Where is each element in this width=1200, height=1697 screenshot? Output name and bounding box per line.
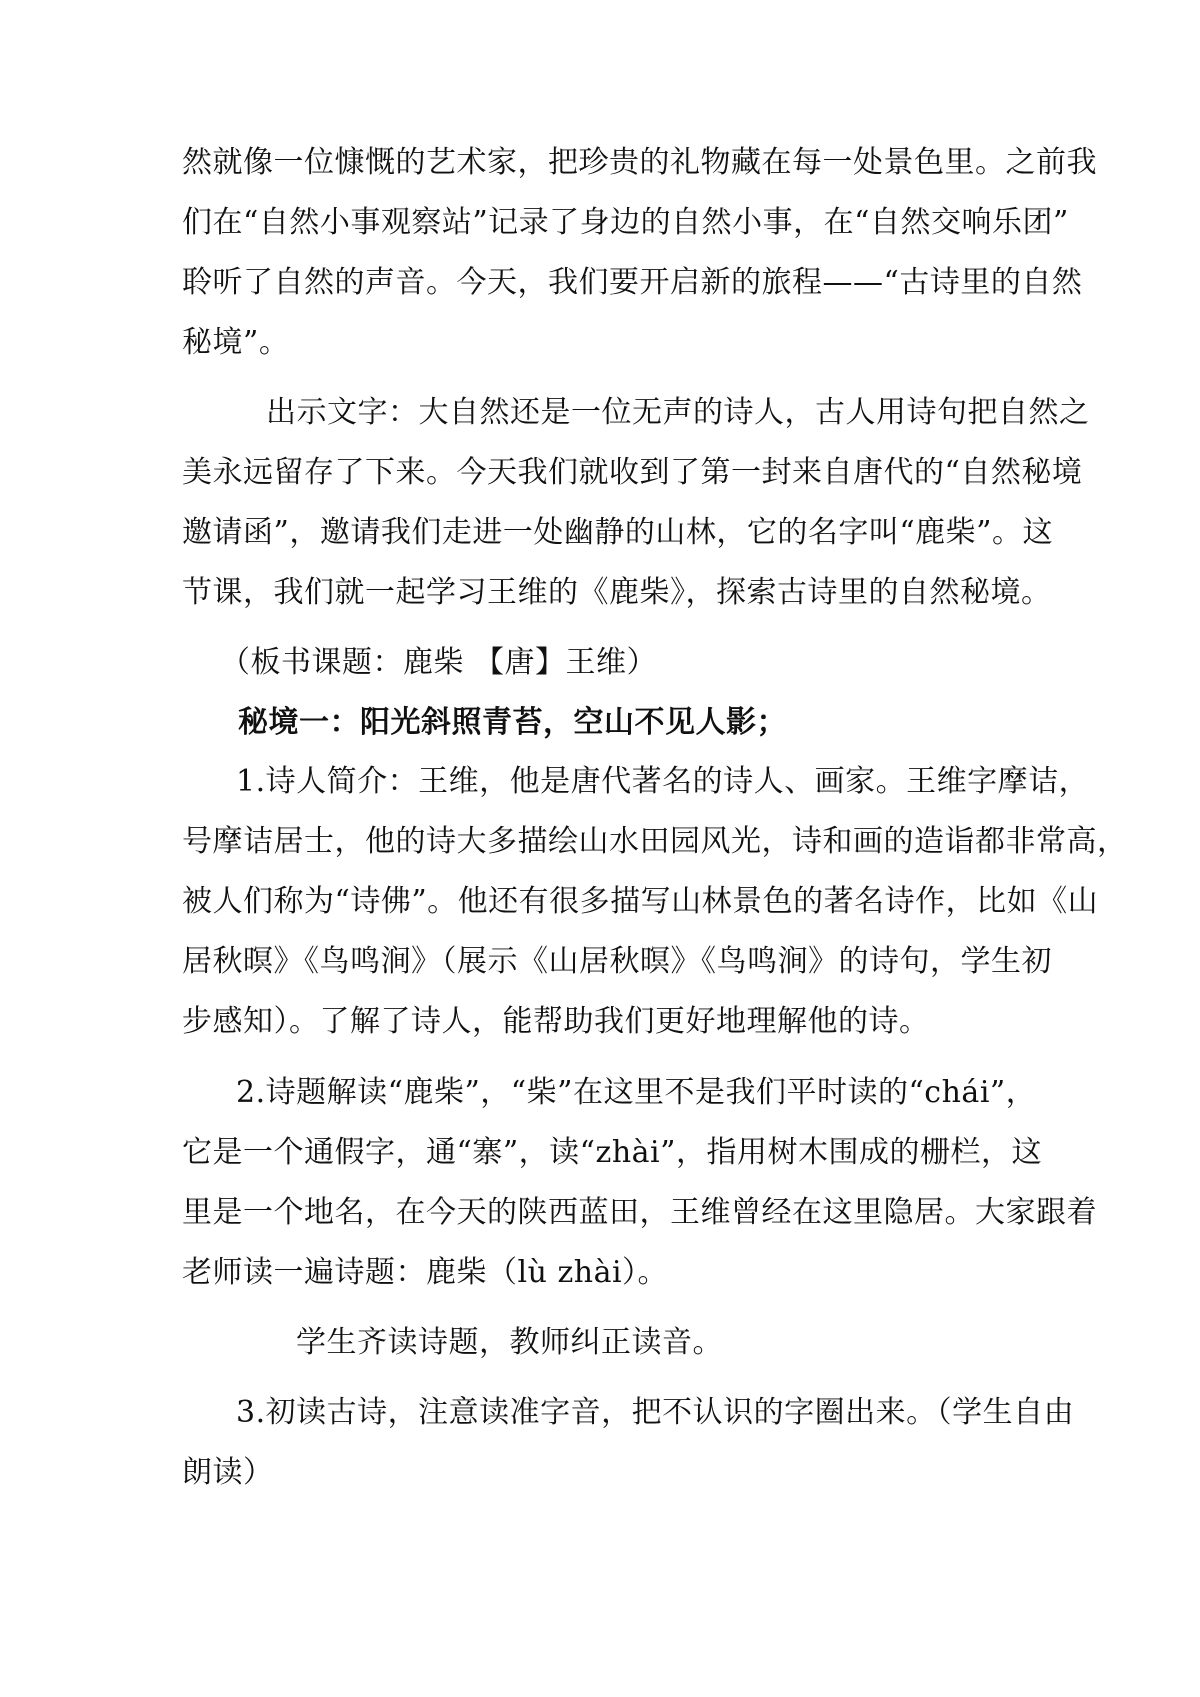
paragraph-line: 1.诗人简介：王维，他是唐代著名的诗人、画家。王维字摩诘， [236,764,1090,799]
paragraph-line: 节课，我们就一起学习王维的《鹿柴》，探索古诗里的自然秘境。 [182,575,1052,610]
paragraph-line: 3.初读古诗，注意读准字音，把不认识的字圈出来。（学生自由 [236,1395,1075,1430]
paragraph-line: 邀请函”，邀请我们走进一处幽静的山林，它的名字叫“鹿柴”。这 [182,515,1054,550]
paragraph-line: 美永远留存了下来。今天我们就收到了第一封来自唐代的“自然秘境 [182,455,1083,490]
paragraph-line: 步感知）。了解了诗人，能帮助我们更好地理解他的诗。 [182,1004,930,1039]
section-heading: 秘境一：阳光斜照青苔，空山不见人影； [238,705,787,740]
paragraph-line: 居秋暝》《鸟鸣涧》（展示《山居秋暝》《鸟鸣涧》的诗句，学生初 [182,944,1052,979]
paragraph-line: 朗读） [182,1455,274,1490]
paragraph-line: 聆听了自然的声音。今天，我们要开启新的旅程——“古诗里的自然 [182,265,1083,300]
paragraph-line: 们在“自然小事观察站”记录了身边的自然小事，在“自然交响乐团” [182,205,1069,240]
paragraph-line: 它是一个通假字，通“寨”，读“zhài”，指用树木围成的栅栏，这 [182,1135,1042,1170]
paragraph-line: 秘境”。 [182,325,290,360]
paragraph-line: 学生齐读诗题，教师纠正读音。 [296,1325,723,1360]
board-title-note: （板书课题：鹿柴 【唐】王维） [220,645,658,680]
paragraph-line: 出示文字：大自然还是一位无声的诗人，古人用诗句把自然之 [266,395,1090,430]
paragraph-line: 2.诗题解读“鹿柴”，“柴”在这里不是我们平时读的“chái”， [236,1075,1037,1110]
paragraph-line: 然就像一位慷慨的艺术家，把珍贵的礼物藏在每一处景色里。之前我 [182,145,1097,180]
paragraph-line: 被人们称为“诗佛”。他还有很多描写山林景色的著名诗作，比如《山 [182,884,1099,919]
paragraph-line: 老师读一遍诗题：鹿柴（lù zhài）。 [182,1255,669,1290]
paragraph-line: 号摩诘居士，他的诗大多描绘山水田园风光，诗和画的造诣都非常高， [182,824,1128,859]
paragraph-line: 里是一个地名，在今天的陕西蓝田，王维曾经在这里隐居。大家跟着 [182,1195,1097,1230]
